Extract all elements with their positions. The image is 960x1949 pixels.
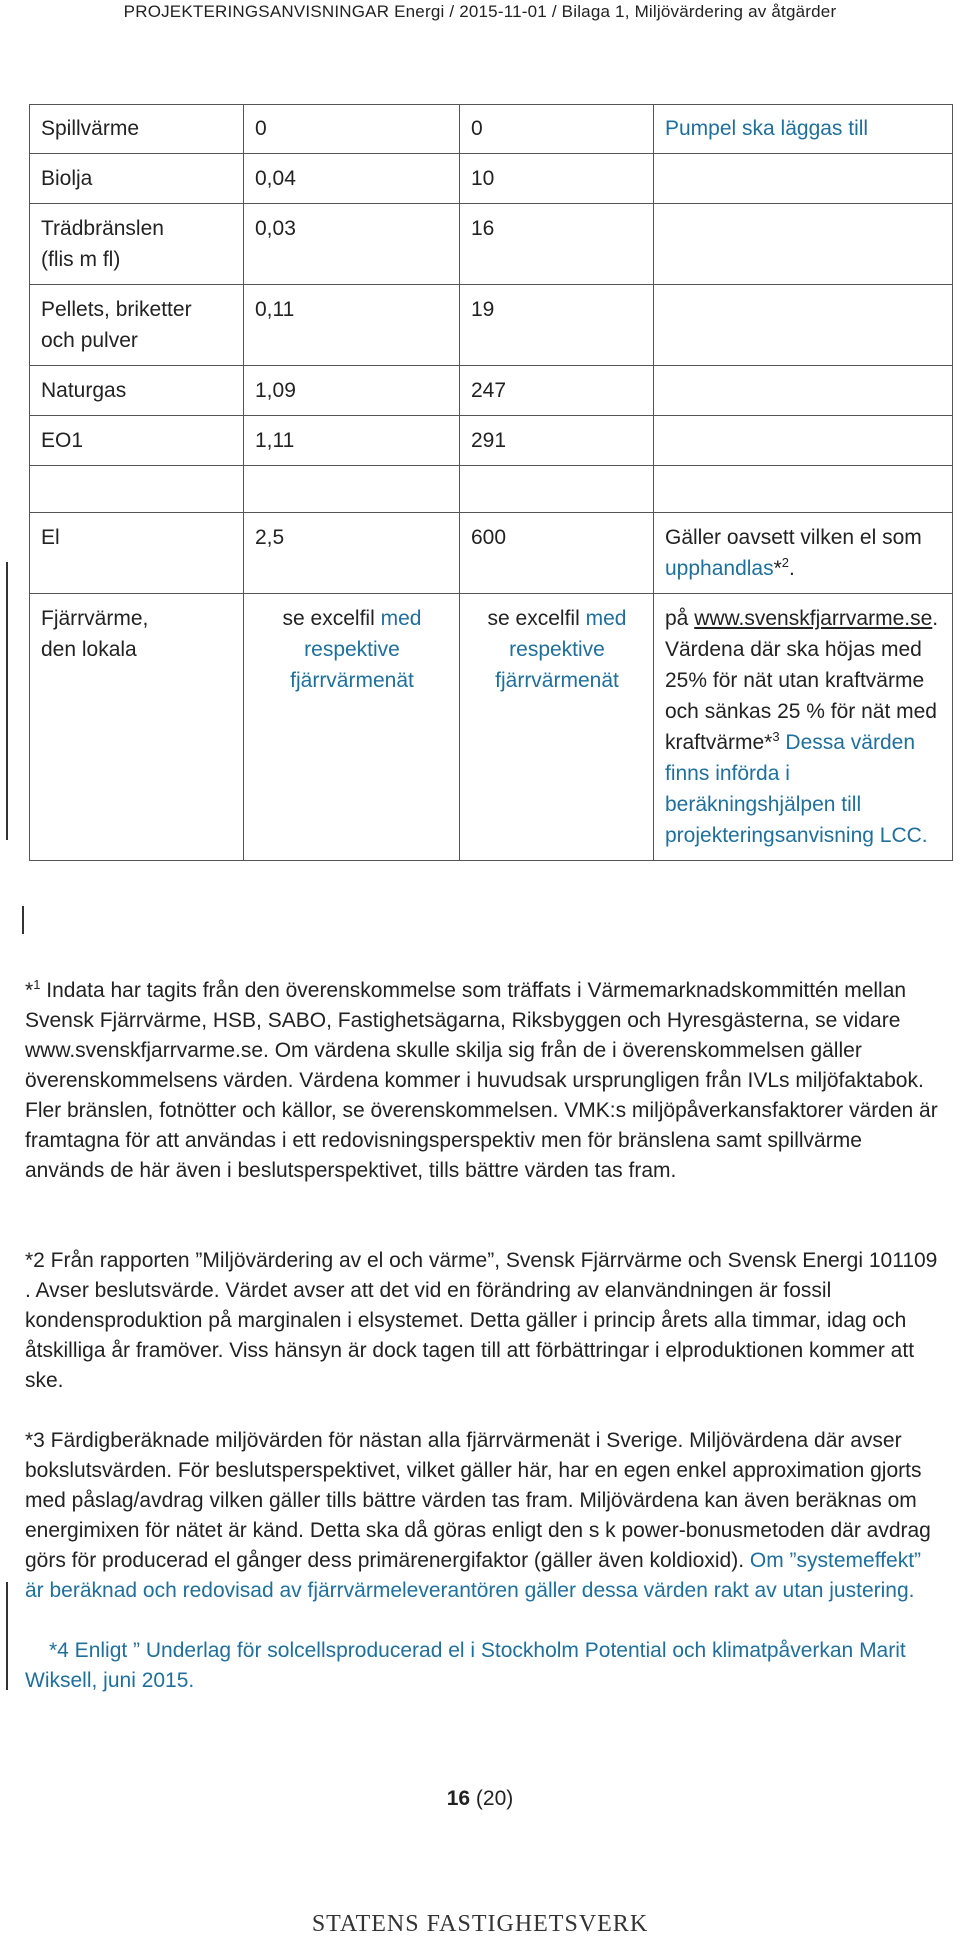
agency-wordmark: STATENS FASTIGHETSVERK: [311, 1911, 649, 1937]
factor-text: se excelfil: [487, 607, 586, 630]
factor-1: 0,11: [244, 285, 460, 366]
row-note: [654, 285, 953, 366]
fuel-name-line: (flis m fl): [41, 248, 121, 271]
table-row: [30, 285, 953, 366]
note-text: . Värdena där ska höjas med 25% för nät utan kraftvärme och sänkas 25 % för nät med kraftvärme*: [665, 607, 939, 754]
footnote-ref: 1: [33, 977, 41, 992]
row-note: [654, 366, 953, 416]
factor-1: 0,04: [244, 154, 460, 204]
page-current: 16: [446, 1787, 471, 1810]
footnote-ref: 2: [781, 555, 790, 570]
empty-cell: [654, 466, 953, 513]
fuel-name: El: [30, 513, 244, 594]
table-row: [30, 105, 953, 154]
factor-2: 291: [460, 416, 654, 466]
row-note: [654, 513, 953, 594]
row-note: [654, 204, 953, 285]
fuel-name: EO1: [30, 416, 244, 466]
footnote-ref: 3: [772, 729, 780, 744]
empty-cell: [30, 466, 244, 513]
fuel-name-line: Fjärrvärme,: [41, 607, 149, 630]
fuel-name: [30, 285, 244, 366]
fuel-name: [30, 594, 244, 861]
svenskfjarrvarme-link[interactable]: www.svenskfjarrvarme.se: [694, 607, 933, 630]
footnote-text: *4 Enligt ” Underlag för solcellsproducerad el i Stockholm Potential och klimatpåverkan Marit Wiksell, juni 2015.: [25, 1639, 906, 1692]
note-text: *: [773, 557, 782, 580]
empty-cell: [460, 466, 654, 513]
factor-2: 600: [460, 513, 654, 594]
factor-2: 247: [460, 366, 654, 416]
row-note: [654, 594, 953, 861]
fuel-name: [30, 204, 244, 285]
table-row-empty: [30, 466, 953, 513]
table-row: [30, 513, 953, 594]
fuel-name-line: Pellets, briketter: [41, 298, 192, 321]
fuel-name: Naturgas: [30, 366, 244, 416]
factor-1: 1,09: [244, 366, 460, 416]
factor-2: [460, 594, 654, 861]
footnote-star: *: [25, 979, 34, 1002]
table-row: [30, 204, 953, 285]
fuel-name-line: och pulver: [41, 329, 138, 352]
revision-bar: [22, 906, 24, 934]
empty-cell: [244, 466, 460, 513]
revision-bar: [6, 562, 8, 840]
factor-2: 16: [460, 204, 654, 285]
table-row: [30, 416, 953, 466]
factor-2: 19: [460, 285, 654, 366]
factor-1: 2,5: [244, 513, 460, 594]
factor-1: 0: [244, 105, 460, 154]
factor-2: 10: [460, 154, 654, 204]
factor-1: 0,03: [244, 204, 460, 285]
footnote-4: [25, 1636, 945, 1696]
fuel-name: Spillvärme: [30, 105, 244, 154]
footnote-text: *3 Färdigberäknade miljövärden för nästan alla fjärrvärmenät i Sverige. Miljövärdena där avser bokslutsvärden. För beslutsperspektivet, vilket gäller här, har en egen enkel approximation gjorts med påslag/avdrag vilken gäller tills bättre värden tas fram. Miljövärdena kan även beräknas om energimixen för nätet är känd. Detta ska då göras enligt den s k power-bonusmetoden där avdrag görs för producerad el gånger dess primärenergifaktor (gäller även koldioxid).: [25, 1429, 931, 1572]
note-text: på: [665, 607, 695, 630]
footnote-text: Indata har tagits från den överenskommelse som träffats i Värmemarknadskommittén mellan Svensk Fjärrvärme, HSB, SABO, Fastighetsägarna, Riksbyggen och Hyresgästerna, se vidare www.svenskfjarrvarme.se. Om värdena skulle skilja sig från de i överenskommelsen gäller överenskommelsens värden. Värdena kommer i huvudsak ursprungligen från IVLs miljöfaktabok. Fler bränslen, fotnötter och källor, se överenskommelsen. VMK:s miljöpåverkansfaktorer värden är framtagna för att användas i ett redovisningsperspektiv men för bränslena samt spillvärme används de här även i beslutsperspektivet, tills bättre värden tas fram.: [25, 979, 938, 1182]
revision-bar: [6, 1582, 8, 1690]
table-row: [30, 154, 953, 204]
emission-factor-table: [29, 104, 953, 861]
table-row: [30, 594, 953, 861]
note-text: .: [789, 557, 795, 580]
page-number: [0, 1787, 960, 1811]
row-note: [654, 416, 953, 466]
page-total: (20): [470, 1787, 514, 1810]
footnote-text-blue: Om ”systemeffekt” är beräknad och redovisad av fjärrvärmeleverantören gäller dessa värden rakt av utan justering.: [25, 1549, 922, 1602]
note-text-blue: Dessa värden finns införda i beräkningshjälpen till projekteringsanvisning LCC.: [665, 731, 928, 847]
row-note: [654, 154, 953, 204]
factor-1: 1,11: [244, 416, 460, 466]
factor-2: 0: [460, 105, 654, 154]
running-header: PROJEKTERINGSANVISNINGAR Energi / 2015-11-01 / Bilaga 1, Miljövärdering av åtgärder: [123, 2, 837, 21]
fuel-name: Biolja: [30, 154, 244, 204]
footnote-2: [25, 1246, 945, 1396]
row-note: Pumpel ska läggas till: [654, 105, 953, 154]
footnote-3: [25, 1426, 945, 1606]
table-row: [30, 366, 953, 416]
note-text: Gäller oavsett vilken el som: [665, 526, 922, 549]
fuel-name-line: Trädbränslen: [41, 217, 164, 240]
factor-text-blue: med respektive fjärrvärmenät: [290, 607, 422, 692]
footnote-text: *2 Från rapporten ”Miljövärdering av el och värme”, Svensk Fjärrvärme och Svensk Energi 101109 . Avser beslutsvärde. Värdet avser att det vid en förändring av elanvändningen är fossil kondensproduktion på marginalen i elsystemet. Detta gäller i princip årets alla timmar, idag och åtskilliga år framöver. Viss hänsyn är dock tagen till att förbättringar i elproduktionen kommer att ske.: [25, 1249, 938, 1392]
factor-text-blue: med respektive fjärrvärmenät: [495, 607, 627, 692]
factor-text: se excelfil: [282, 607, 381, 630]
note-text-blue: upphandlas: [665, 557, 774, 580]
footnote-1: [25, 976, 945, 1186]
fuel-name-line: den lokala: [41, 638, 137, 661]
factor-1: [244, 594, 460, 861]
